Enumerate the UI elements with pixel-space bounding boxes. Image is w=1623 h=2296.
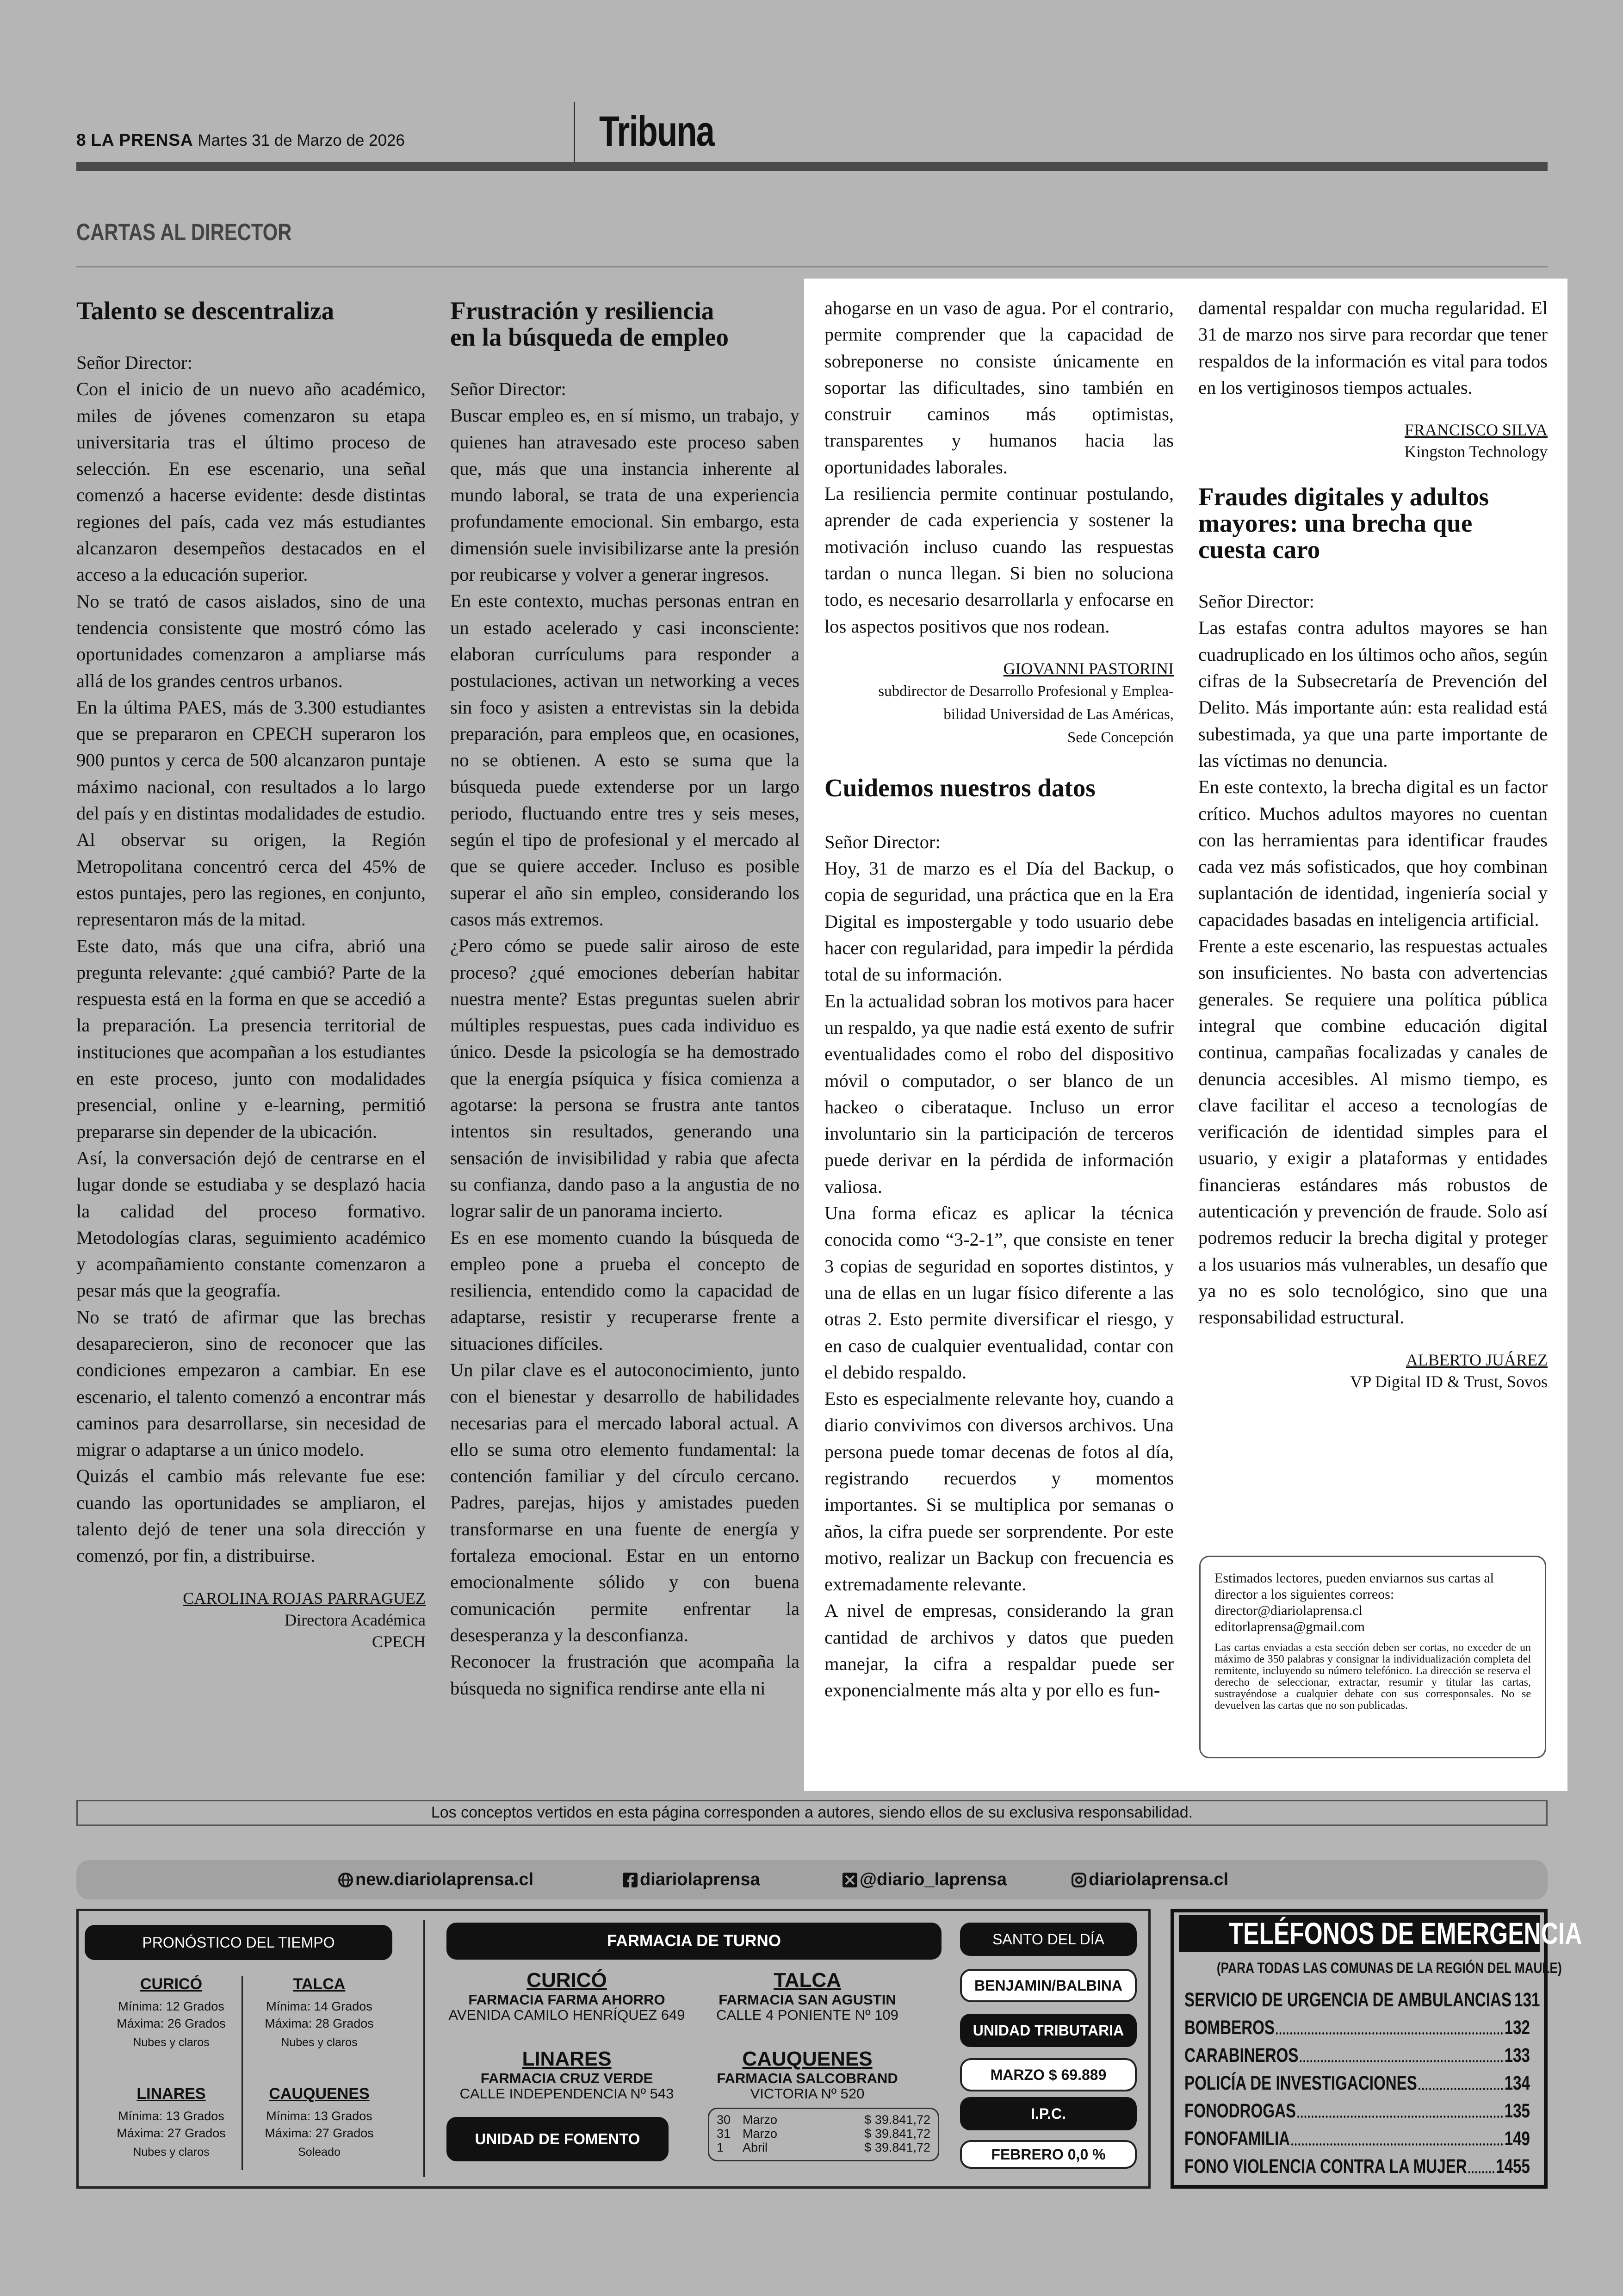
paragraph: Quizás el cambio más relevante fue ese: cuando las oportunidades se ampliaron, el talento dejó de tener una sola dirección y comenzó, por fin, a distribuirse.	[76, 1465, 426, 1566]
paragraph: En la actualidad sobran los motivos para hacer un respaldo, ya que nadie está exento de sufrir eventualidades como el robo del dispositivo móvil o computador, o ser blanco de un hackeo o ciberataque. Incluso un error involuntario sin la participación de terceros puede derivar en la pérdida de información valiosa.	[824, 990, 1174, 1197]
table-row: 1 Abril $ 39.841,72	[717, 2141, 930, 2154]
pharmacy-entry: CURICÓ FARMACIA FARMA AHORRO AVENIDA CAMILO HENRÍQUEZ 649	[448, 1969, 685, 2023]
paragraph: Con el inicio de un nuevo año académico, miles de jóvenes comenzaron su etapa universitaria tras el último proceso de selección. En ese escenario, una señal comenzó a hacerse evidente: desde distintas regiones del país, cada vez más estudiantes alcanzaron desempeños destacados en el acceso a la educación superior.	[76, 379, 426, 585]
utm-label: UNIDAD TRIBUTARIA	[960, 2014, 1137, 2047]
masthead-info	[76, 130, 405, 150]
paragraph: Una forma eficaz es aplicar la técnica conocida como “3-2-1”, que consiste en tener 3 copias de seguridad en soportes distintos, y una de ellas en un lugar físico diferente a las otras 2. Esto permite diversificar el riesgo, y en caso de cualquier eventualidad, contar con el debido respaldo.	[824, 1203, 1174, 1383]
emergency-row: SERVICIO DE URGENCIA DE AMBULANCIAS 131	[1184, 1989, 1540, 2011]
signature-role: subdirector de Desarrollo Profesional y Emplea-	[878, 683, 1174, 700]
weather-city: CAUQUENES Mínima: 13 Grados Máxima: 27 Grados Soleado	[265, 2085, 374, 2159]
signature-name: FRANCISCO SILVA	[1404, 421, 1548, 440]
emergency-row: BOMBEROS 132	[1184, 2014, 1531, 2041]
uf-label: UNIDAD DE FOMENTO	[446, 2117, 669, 2161]
section-kicker: CARTAS AL DIRECTOR	[76, 219, 292, 245]
weather-city: TALCA Mínima: 14 Grados Máxima: 28 Grados Nubes y claros	[265, 1975, 374, 2049]
paragraph: Así, la conversación dejó de centrarse en el lugar donde se estudiaba y se desplazó hacia la calidad del proceso formativo. Metodologías claras, seguimiento académico y acompañamiento constante comenzaron a pesar más que la geografía.	[76, 1147, 426, 1301]
signature-org: Kingston Technology	[1404, 442, 1548, 461]
emergency-row: CARABINEROS 133	[1184, 2042, 1531, 2069]
table-row: 31 Marzo $ 39.841,72	[717, 2127, 930, 2141]
weather-title: PRONÓSTICO DEL TIEMPO	[85, 1925, 392, 1960]
social-bar	[76, 1860, 1548, 1899]
email-link[interactable]: director@diariolaprensa.cl	[1214, 1603, 1363, 1618]
signature-org: CPECH	[372, 1632, 426, 1651]
header-bar	[76, 162, 1548, 171]
header-separator	[574, 102, 575, 162]
paragraph: Buscar empleo es, en sí mismo, un trabajo, y quienes han atravesado este proceso saben que, más que una instancia inherente al mundo laboral, se trata de una experiencia profundamente emocional. Sin embargo, esta dimensión suele invisibilizarse ante la presión por reubicarse y volver a generar ingresos.	[450, 405, 799, 585]
emergency-title: TELÉFONOS DE EMERGENCIA	[1179, 1915, 1540, 1952]
paragraph: No se trató de afirmar que las brechas desaparecieron, sino de reconocer que las condiciones empezaron a cambiar. En ese escenario, el talento comenzó a encontrar más caminos para desarrollarse, sin necesidad de migrar o adaptarse a un único modelo.	[76, 1306, 426, 1460]
paragraph: damental respaldar con mucha regularidad. El 31 de marzo nos sirve para recordar que tener respaldos de la información es vital para todos en los vertiginosos tiempos actuales.	[1198, 298, 1548, 398]
paragraph: Las estafas contra adultos mayores se han cuadruplicado en los últimos ocho años, según cifras de la Subsecretaría de Prevención del Delito. Más importante aún: esta realidad está subestimada, ya que una parte importante de las víctimas no denuncia.	[1198, 617, 1548, 771]
santo-label: SANTO DEL DÍA	[960, 1923, 1137, 1956]
paragraph: En este contexto, la brecha digital es un factor crítico. Muchos adultos mayores no cuentan con las herramientas para identificar fraudes cada vez más sofisticados, que hoy combinan suplantación de identidad, ingeniería social y capacidades basadas en inteligencia artificial.	[1198, 776, 1548, 930]
paragraph: A nivel de empresas, considerando la gran cantidad de archivos y datos que pueden manejar, la cifra a respaldar puede ser exponencialmente más alta y por ello es fun-	[824, 1600, 1174, 1701]
paragraph: Reconocer la frustración que acompaña la búsqueda no significa rendirse ante ella ni	[450, 1651, 799, 1699]
divider	[423, 1920, 425, 2177]
letter-title: Cuidemos nuestros datos	[824, 773, 1096, 802]
paragraph: Frente a este escenario, las respuestas actuales son insuficientes. No basta con advertencias generales. Se requiere una política pública integral que combine educación digital continua, campañas focalizadas y canales de denuncia accesibles. Al mismo tiempo, es clave facilitar el acceso a tecnologías de verificación de identidad simples para el usuario, y exigir a plataformas y entidades financieras estándares más robustos de autenticación y prevención de fraude. Solo así podremos reducir la brecha digital y proteger a los usuarios más vulnerables, un desafío que ya no es solo tecnológico, sino que una responsabilidad estructural.	[1198, 936, 1548, 1328]
issue-date: Martes 31 de Marzo de 2026	[198, 131, 405, 149]
emergency-row: FONODROGAS 135	[1184, 2097, 1531, 2124]
emergency-subtitle: (PARA TODAS LAS COMUNAS DE LA REGIÓN DEL MAULE)	[1216, 1960, 1562, 1976]
column-three	[824, 295, 1174, 1704]
paragraph: En la última PAES, más de 3.300 estudiantes que se prepararon en CPECH superaron los 900 puntos y cerca de 500 alcanzaron puntaje máximo nacional, con resultados a lo largo del país y en distintas modalidades de estudio. Al observar su origen, la Región Metropolitana concentró cerca del 45% de estos puntajes, pero las regiones, en conjunto, representaron más de la mitad.	[76, 696, 426, 930]
santo-value: BENJAMIN/BALBINA	[960, 1969, 1137, 2002]
signature-name: GIOVANNI PASTORINI	[1003, 659, 1174, 678]
page-number: 8	[76, 130, 87, 149]
paragraph: Un pilar clave es el autoconocimiento, junto con el bienestar y desarrollo de habilidades necesarias para el mercado laboral actual. A ello se suma otro elemento fundamental: la contención familiar y del círculo cercano. Padres, parejas, hijos y amistades pueden transformarse en una fuente de energía y fortaleza emocional. Estar en un entorno emocionalmente sólido y con buena comunicación permite enfrentar la desesperanza y la desconfianza.	[450, 1359, 799, 1645]
emergency-row: FONO VIOLENCIA CONTRA LA MUJER 1455	[1184, 2153, 1531, 2180]
paper-name: LA PRENSA	[91, 130, 193, 149]
instagram-icon	[1071, 1872, 1087, 1888]
notice-intro: Estimados lectores, pueden enviarnos sus cartas al director a los siguientes correos:	[1214, 1570, 1494, 1602]
column-four	[1198, 295, 1548, 1393]
disclaimer: Los conceptos vertidos en esta página corresponden a autores, siendo ellos de su exclusiva responsabilidad.	[76, 1800, 1548, 1826]
paragraph: Es en ese momento cuando la búsqueda de empleo pone a prueba el concepto de resiliencia, entendido como la capacidad de adaptarse, resistir y recuperarse frente a situaciones difíciles.	[450, 1227, 799, 1354]
uf-table	[708, 2108, 939, 2161]
table-row: 30 Marzo $ 39.841,72	[717, 2113, 930, 2127]
signature-name: ALBERTO JUÁREZ	[1406, 1350, 1548, 1369]
letter-talento	[76, 298, 426, 1653]
ipc-label: I.P.C.	[960, 2097, 1137, 2130]
ipc-value: FEBRERO 0,0 %	[960, 2140, 1137, 2169]
pharmacy-entry: TALCA FARMACIA SAN AGUSTIN CALLE 4 PONIENTE Nº 109	[716, 1969, 898, 2023]
x-link[interactable]: @diario_laprensa	[842, 1869, 1007, 1890]
signature-role: VP Digital ID & Trust, Sovos	[1350, 1372, 1548, 1391]
letters-notice	[1199, 1556, 1546, 1758]
letter-title: Fraudes digitales y adultos mayores: una brecha que cuesta caro	[1198, 483, 1489, 564]
pharmacy-entry: LINARES FARMACIA CRUZ VERDE CALLE INDEPENDENCIA Nº 543	[459, 2048, 674, 2102]
paragraph: Esto es especialmente relevante hoy, cuando a diario convivimos con diversos archivos. Una persona puede tomar decenas de fotos al día, registrando recuerdos y momentos importantes. Si se multiplica por semanas o años, la cifra puede ser sorprendente. Por este motivo, realizar un Backup con frecuencia es extremadamente relevante.	[824, 1388, 1174, 1595]
instagram-link[interactable]: diariolaprensa.cl	[1071, 1869, 1228, 1890]
pharmacy-title: FARMACIA DE TURNO	[446, 1923, 942, 1960]
pharmacy-entry: CAUQUENES FARMACIA SALCOBRAND VICTORIA Nº 520	[717, 2048, 898, 2102]
emergency-row: FONOFAMILIA 149	[1184, 2125, 1531, 2152]
paragraph: En este contexto, muchas personas entran en un estado acelerado y casi inconsciente: elaboran currículums para responder a postulaciones, activan un networking a veces sin foco y asisten a entrevistas sin la debida preparación, para empleos que, en ocasiones, no se obtienen. A esto se suma que la búsqueda puede extenderse por un largo periodo, fluctuando entre tres y seis meses, según el tipo de profesional y el mercado al que se quiere acceder. Incluso es posible superar el año sin empleo, considerando los casos más extremos.	[450, 590, 799, 930]
divider	[242, 1976, 243, 2170]
letter-title: Talento se descentraliza	[76, 297, 335, 325]
notice-rules: Las cartas enviadas a esta sección deben ser cortas, no exceder de un máximo de 350 palabras y consignar la individualización completa del remitente, incluyendo su número telefónico. La dirección se reserva el derecho de seleccionar, extractar, resumir y titular las cartas, sustrayéndose a cualquier debate con sus corresponsales. No se devuelven las cartas que no son publicadas.	[1214, 1642, 1531, 1712]
section-title: Tribuna	[599, 108, 714, 155]
signature-name: CAROLINA ROJAS PARRAGUEZ	[183, 1589, 426, 1607]
paragraph: Hoy, 31 de marzo es el Día del Backup, o copia de seguridad, una práctica que en la Era Digital es impostergable y todo usuario debe hacer con regularidad, para impedir la pérdida total de su información.	[824, 858, 1174, 985]
salutation: Señor Director:	[824, 831, 941, 852]
facebook-link[interactable]: diariolaprensa	[622, 1869, 760, 1890]
signature-role: bilidad Universidad de Las Américas,	[943, 706, 1174, 723]
emergency-row: POLICÍA DE INVESTIGACIONES 134	[1184, 2070, 1531, 2097]
paragraph: ¿Pero cómo se puede salir airoso de este proceso? ¿qué emociones deberían habitar nuestra mente? Estas preguntas suelen abrir múltiples respuestas, pues cada individuo es único. Desde la psicología se ha demostrado que la energía psíquica y física comienza a agotarse: la persona se frustra ante tantos intentos sin resultados, generando una sensación de invisibilidad y rabia que afecta su confianza, dando paso a la angustia de no lograr salir de un panorama incierto.	[450, 935, 799, 1222]
salutation: Señor Director:	[450, 379, 566, 399]
salutation: Señor Director:	[76, 352, 192, 373]
paragraph: ahogarse en un vaso de agua. Por el contrario, permite comprender que la capacidad de sobreponerse no consiste únicamente en soportar las dificultades, sino también en construir caminos más optimistas, transparentes y humanos hacia las oportunidades laborales.	[824, 298, 1174, 478]
globe-icon	[338, 1872, 353, 1888]
letter-title: Frustración y resiliencia en la búsqueda de empleo	[450, 297, 729, 351]
paragraph: No se trató de casos aislados, sino de una tendencia consistente que mostró cómo las oportunidades comenzaron a ampliarse más allá de los grandes centros urbanos.	[76, 590, 426, 691]
facebook-icon	[622, 1872, 638, 1888]
utm-value: MARZO $ 69.889	[960, 2058, 1137, 2091]
signature-role: Sede Concepción	[1067, 729, 1174, 746]
letter-frustracion	[450, 298, 799, 1701]
email-link[interactable]: editorlaprensa@gmail.com	[1214, 1619, 1365, 1634]
salutation: Señor Director:	[1198, 591, 1314, 612]
x-icon	[842, 1872, 858, 1888]
weather-city: LINARES Mínima: 13 Grados Máxima: 27 Grados Nubes y claros	[117, 2085, 226, 2159]
website-link[interactable]: new.diariolaprensa.cl	[338, 1869, 533, 1890]
paragraph: La resiliencia permite continuar postulando, aprender de cada experiencia y sostener la motivación incluso cuando las respuestas tardan o nunca llegan. Si bien no soluciona todo, es necesario desarrollarla y enfocarse en los aspectos positivos que nos rodean.	[824, 483, 1174, 637]
weather-city: CURICÓ Mínima: 12 Grados Máxima: 26 Grados Nubes y claros	[117, 1975, 226, 2049]
kicker-rule	[76, 266, 1548, 267]
signature-role: Directora Académica	[285, 1610, 426, 1629]
paragraph: Este dato, más que una cifra, abrió una pregunta relevante: ¿qué cambió? Parte de la respuesta está en la forma en que se accedió a la preparación. La presencia territorial de instituciones que acompañan a los estudiantes en este proceso, junto con modalidades presencial, online y e-learning, permitió prepararse sin depender de la ubicación.	[76, 935, 426, 1142]
